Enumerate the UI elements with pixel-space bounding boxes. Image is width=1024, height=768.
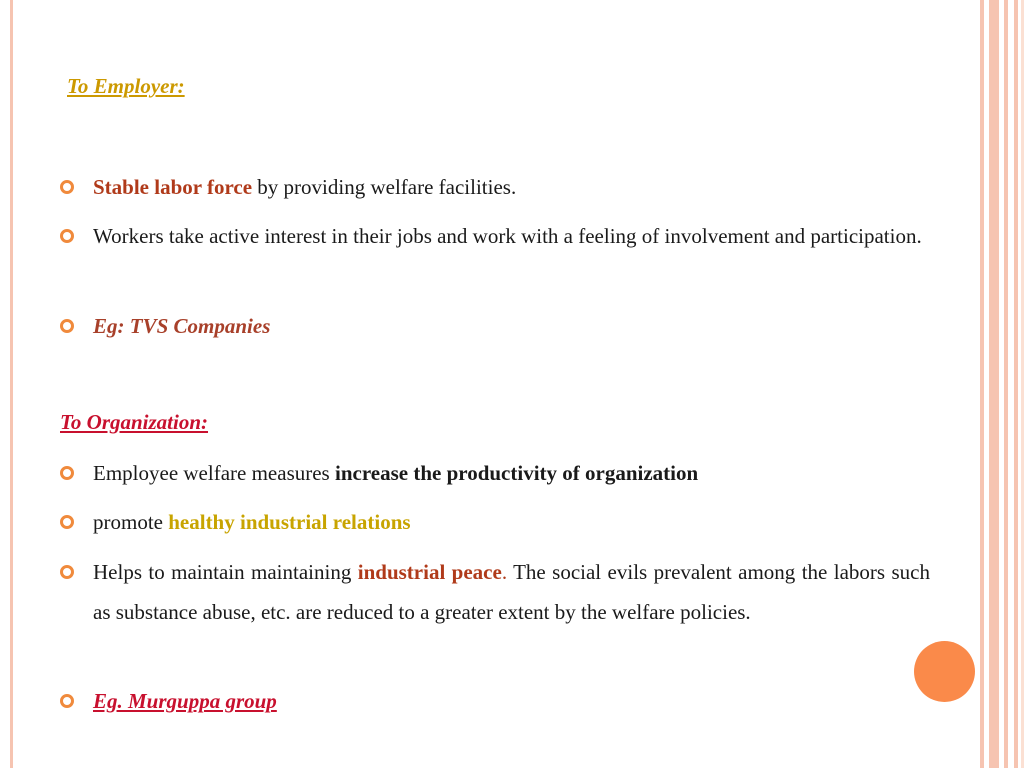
bullet-ring-icon [60, 466, 74, 480]
slide-frame-left [10, 0, 13, 768]
example-text: Eg: TVS Companies [93, 314, 271, 338]
list-item [60, 502, 930, 542]
bullet-text: Employee welfare measures [93, 461, 335, 485]
list-item [60, 306, 930, 346]
bullet-ring-icon [60, 515, 74, 529]
highlight-text: industrial peace [357, 560, 502, 584]
highlight-text: increase the productivity of organization [334, 461, 699, 485]
list-item [60, 453, 930, 493]
bullet-ring-icon [60, 180, 74, 194]
list-item [60, 552, 930, 632]
list-item [60, 216, 930, 256]
slide-frame-right-stripe [980, 0, 984, 768]
slide-frame-right-stripe [989, 0, 999, 768]
highlight-text: Stable labor force [93, 175, 253, 199]
bullet-ring-icon [60, 229, 74, 243]
bullet-text: Helps to maintain maintaining [93, 560, 358, 584]
employer-heading: To Employer: [67, 74, 185, 98]
bullet-ring-icon [60, 694, 74, 708]
list-item [60, 167, 930, 207]
organization-heading: To Organization: [60, 410, 209, 434]
bullet-text: Workers take active interest in their jobs and work with a feeling of involvement and participation. [93, 224, 922, 248]
example-text: Eg. Murguppa group [93, 689, 277, 713]
bullet-text: The social evils prevalent among the labors such as substance abuse, etc. are reduced to a greater extent by the welfare policies. [93, 560, 930, 624]
list-item [60, 681, 930, 721]
bullet-ring-icon [60, 565, 74, 579]
bullet-text: promote [93, 510, 169, 534]
highlight-text: healthy industrial relations [168, 510, 411, 534]
bullet-ring-icon [60, 319, 74, 333]
slide-frame-right-stripe [1014, 0, 1018, 768]
slide-frame-right-stripe [1004, 0, 1008, 768]
bullet-text: by providing welfare facilities. [252, 175, 517, 199]
bullet-text: . [501, 560, 508, 584]
